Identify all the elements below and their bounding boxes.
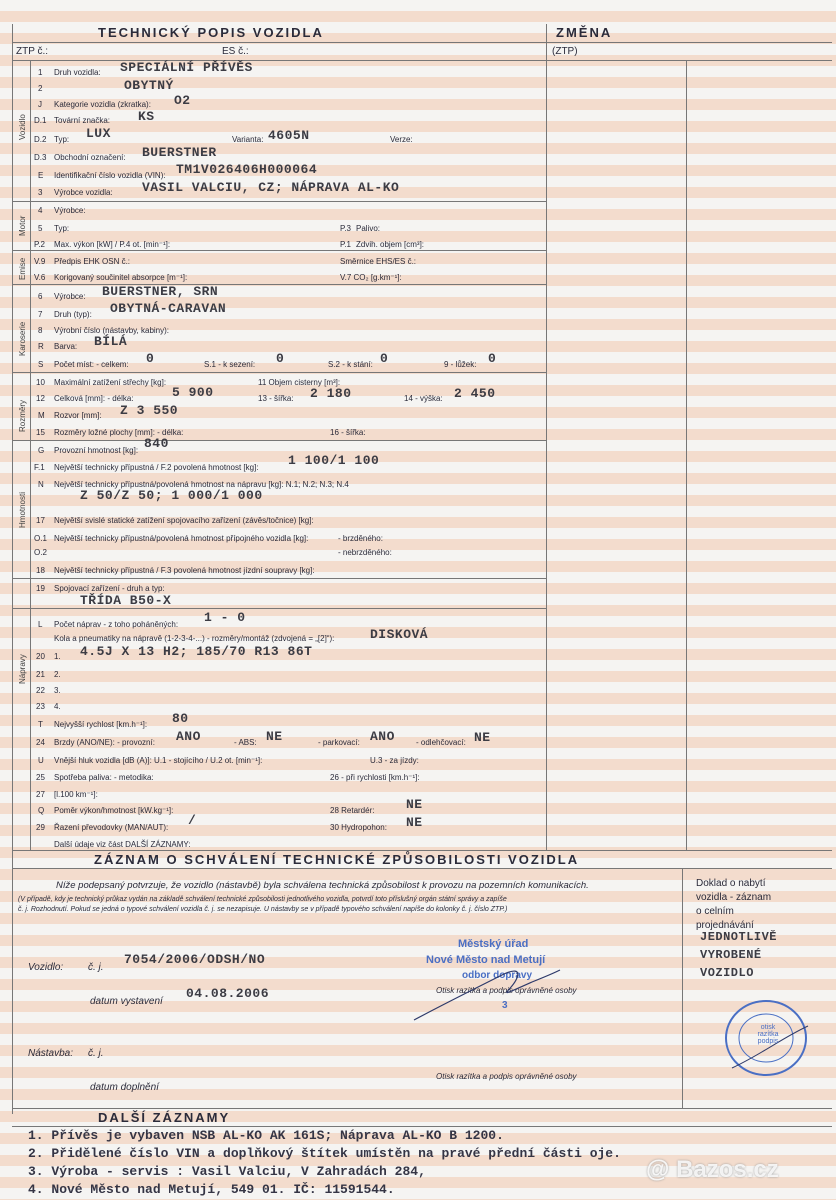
doklad-line-4: projednávání xyxy=(696,920,754,931)
row-10-num: 10 xyxy=(36,378,45,387)
section-rozmery: Rozměry xyxy=(18,399,27,432)
row-20-num: 20 xyxy=(36,652,45,661)
row-15-num: 15 xyxy=(36,428,45,437)
otisk-label-1: Otisk razítka a podpis oprávněné osoby xyxy=(436,986,577,995)
line-under-header xyxy=(12,42,832,43)
vozidlo-label: Vozidlo: xyxy=(28,962,64,973)
frame-zmena-divider xyxy=(546,24,547,850)
row-t-value: 80 xyxy=(172,711,189,726)
row-d2-value: LUX xyxy=(86,126,111,141)
row-9-value: 0 xyxy=(488,351,497,366)
row-v9-label: Předpis EHK OSN č.: xyxy=(54,257,131,266)
sep-karoserie-rozmery xyxy=(12,372,546,373)
row-v9-smernice: Směrnice EHS/ES č.: xyxy=(340,257,417,266)
row-20-n: 1. xyxy=(54,652,61,661)
row-r-value: BÍLÁ xyxy=(94,334,128,349)
row-2-value: OBYTNÝ xyxy=(124,78,174,93)
row-24-park-label: - parkovací: xyxy=(318,738,360,747)
row-l-num: L xyxy=(38,620,43,629)
row-m-value: Z 3 550 xyxy=(120,403,179,418)
line-under-zaznam-title xyxy=(12,868,832,869)
row-5-p3: P.3 xyxy=(340,224,351,233)
row-v6-num: V.6 xyxy=(34,273,46,282)
row-6-value: BUERSTNER, SRN xyxy=(102,284,219,299)
row-21-num: 21 xyxy=(36,670,45,679)
line-under-dalsi-title xyxy=(12,1126,832,1127)
row-13-label: 13 - šířka: xyxy=(258,394,294,403)
row-u-num: U xyxy=(38,756,44,765)
row-g-label: Provozní hmotnost [kg]: xyxy=(54,446,139,455)
row-6-num: 6 xyxy=(38,292,43,301)
datum-doplneni-label: datum doplnění xyxy=(90,1082,159,1093)
row-s2-value: 0 xyxy=(380,351,389,366)
row-30-value: NE xyxy=(406,815,423,830)
row-e-value: TM1V026406H000064 xyxy=(176,162,318,177)
row-24-abs-label: - ABS: xyxy=(234,738,257,747)
sep-motor-emise xyxy=(12,250,546,251)
section-vozidlo: Vozidlo xyxy=(18,114,27,140)
otisk-label-2: Otisk razítka a podpis oprávněné osoby xyxy=(436,1072,577,1081)
row-19-num: 19 xyxy=(36,584,45,593)
doklad-line-3: o celním xyxy=(696,906,734,917)
jednotlive-line-1: JEDNOTLIVĚ xyxy=(700,930,778,944)
row-27-num: 27 xyxy=(36,790,45,799)
zaznam-title: ZÁZNAM O SCHVÁLENÍ TECHNICKÉ ZPŮSOBILOSTI VOZIDLA xyxy=(94,852,580,867)
row-3-label: Výrobce vozidla: xyxy=(54,188,113,197)
row-4-num: 4 xyxy=(38,206,43,215)
section-napravy: Nápravy xyxy=(18,654,27,684)
section-motor: Motor xyxy=(18,215,27,236)
dalsi-line-4: 4. Nové Město nad Metují, 549 01. IČ: 11591544. xyxy=(28,1182,395,1197)
row-kola-label: Kola a pneumatiky na nápravě (1-2-3-4-...) - rozměry/montáž (zdvojená = „[2]“): xyxy=(54,634,335,643)
row-12-label: Celková [mm]: - délka: xyxy=(54,394,134,403)
row-o2-nebrzd: - nebrzděného: xyxy=(338,548,392,557)
row-d1-num: D.1 xyxy=(34,116,47,125)
jednotlive-line-3: VOZIDLO xyxy=(700,966,754,980)
cj2-label: č. j. xyxy=(88,1048,104,1059)
row-8-num: 8 xyxy=(38,326,43,335)
row-s2-label: S.2 - k stání: xyxy=(328,360,373,369)
row-d1-label: Tovární značka: xyxy=(54,116,111,125)
row-8-label: Výrobní číslo (nástavby, kabiny): xyxy=(54,326,170,335)
row-j-label: Kategorie vozidla (zkratka): xyxy=(54,100,151,109)
row-16-label: 16 - šířka: xyxy=(330,428,366,437)
row-d2-num: D.2 xyxy=(34,135,47,144)
row-q-num: Q xyxy=(38,806,45,815)
row-d1-value: KS xyxy=(138,109,155,124)
row-q-label: Poměr výkon/hmotnost [kW.kg⁻¹]: xyxy=(54,806,174,815)
row-u-label: Vnější hluk vozidla [dB (A)]: U.1 - stojícího / U.2 ot. [min⁻¹]: xyxy=(54,756,263,765)
dalsi-udaje-note: Další údaje viz část DALŠÍ ZÁZNAMY: xyxy=(54,840,191,849)
zaznam-intro: Níže podepsaný potvrzuje, že vozidlo (nástavbě) byla schválena technická způsobilost k provozu na pozemních komunikacích. xyxy=(56,880,589,891)
row-3-num: 3 xyxy=(38,188,43,197)
row-28-label: 28 Retardér: xyxy=(330,806,375,815)
section-karoserie: Karoserie xyxy=(18,321,27,356)
section-hmotnosti: Hmotnosti xyxy=(18,491,27,528)
row-s-label: Počet míst: - celkem: xyxy=(54,360,129,369)
dalsi-line-1: 1. Přívěs je vybaven NSB AL-KO AK 161S; Náprava AL-KO B 1200. xyxy=(28,1128,504,1143)
sep-vozidlo-motor xyxy=(12,201,546,202)
row-s1-label: S.1 - k sezení: xyxy=(204,360,256,369)
row-29-label: Řazení převodovky (MAN/AUT): xyxy=(54,823,169,832)
row-d3-value: BUERSTNER xyxy=(142,145,217,160)
row-p2-p1: P.1 xyxy=(340,240,351,249)
document-title: TECHNICKÝ POPIS VOZIDLA xyxy=(98,25,324,40)
row-25-label: Spotřeba paliva: - metodika: xyxy=(54,773,154,782)
frame-zmena-inner xyxy=(686,60,687,850)
row-6-label: Výrobce: xyxy=(54,292,86,301)
row-d3-label: Obchodní označení: xyxy=(54,153,126,162)
ztp-label: ZTP č.: xyxy=(16,46,49,57)
row-12-num: 12 xyxy=(36,394,45,403)
row-3-value: VASIL VALCIU, CZ; NÁPRAVA AL-KO xyxy=(142,180,400,195)
row-e-label: Identifikační číslo vozidla (VIN): xyxy=(54,171,166,180)
row-17-num: 17 xyxy=(36,516,45,525)
row-m-num: M xyxy=(38,411,45,420)
row-18-num: 18 xyxy=(36,566,45,575)
row-r-label: Barva: xyxy=(54,342,78,351)
row-29-value: / xyxy=(188,813,197,828)
row-o1-num: O.1 xyxy=(34,534,47,543)
row-13-value: 2 180 xyxy=(310,386,352,401)
row-26-label: 26 - při rychlosti [km.h⁻¹]: xyxy=(330,773,420,782)
row-v9-num: V.9 xyxy=(34,257,46,266)
row-7-num: 7 xyxy=(38,310,43,319)
row-n-label: Největší technicky přípustná/povolená hmotnost na nápravu [kg]: N.1; N.2; N.3; N.4 xyxy=(54,480,349,489)
row-t-label: Nejvyšší rychlost [km.h⁻¹]: xyxy=(54,720,148,729)
zaznam-note-1: (V případě, kdy je technický průkaz vydán na základě schválení technické způsobilosti jednotlivého vozidla, potvrdí toto příslušný orgán státní správy a zapíše xyxy=(18,896,507,903)
row-24-odlehc-label: - odlehčovací: xyxy=(416,738,466,747)
cj-label: č. j. xyxy=(88,962,104,973)
row-29-num: 29 xyxy=(36,823,45,832)
row-30-label: 30 Hydropohon: xyxy=(330,823,387,832)
row-27-label: [l.100 km⁻¹]: xyxy=(54,790,98,799)
stamp-line-4: 3 xyxy=(502,1000,508,1011)
row-n-value: Z 50/Z 50; 1 000/1 000 xyxy=(80,488,263,503)
row-d2-varianta-value: 4605N xyxy=(268,128,310,143)
dalsi-line-2: 2. Přidělené číslo VIN a doplňkový štítek umístěn na pravé přední části oje. xyxy=(28,1146,621,1161)
doklad-line-2: vozidla - záznam xyxy=(696,892,772,903)
row-9-label: 9 - lůžek: xyxy=(444,360,477,369)
line-above-dalsi xyxy=(12,1108,832,1109)
frame-left xyxy=(12,24,13,1114)
row-t-num: T xyxy=(38,720,43,729)
line-above-zaznam xyxy=(12,850,832,851)
row-10-label: Maximální zatížení střechy [kg]: xyxy=(54,378,167,387)
row-r-num: R xyxy=(38,342,44,351)
row-19-label: Spojovací zařízení - druh a typ: xyxy=(54,584,165,593)
row-o1-label: Největší technicky přípustná/povolená hmotnost přípojného vozidla [kg]: xyxy=(54,534,309,543)
row-1-num: 1 xyxy=(38,68,43,77)
row-m-label: Rozvor [mm]: xyxy=(54,411,102,420)
row-v6-v7: V.7 CO₂ [g.km⁻¹]: xyxy=(340,273,402,282)
row-s-value: 0 xyxy=(146,351,155,366)
datum-vystaveni-label: datum vystavení xyxy=(90,996,163,1007)
nastavba-label: Nástavba: xyxy=(28,1048,74,1059)
ztp-paren: (ZTP) xyxy=(552,46,578,57)
section-emise: Emise xyxy=(18,257,27,280)
row-20-value: 4.5J X 13 H2; 185/70 R13 86T xyxy=(80,644,313,659)
watermark: @ Bazos.cz xyxy=(646,1156,779,1183)
row-18-label: Největší technicky přípustná / F.3 povolená hmotnost jízdní soupravy [kg]: xyxy=(54,566,315,575)
sep-rozmery-hmotnosti xyxy=(12,440,546,441)
cj-value: 7054/2006/ODSH/NO xyxy=(124,952,266,967)
zaznam-note-2: č. j. Rozhodnutí. Pokud se jedná o typové schválení vozidla č. j. se nezapisuje. U nástavby se v případě typového schválení napíše do kolonky č. j. číslo ZTP.) xyxy=(18,906,508,913)
signature xyxy=(412,960,562,1026)
row-14-label: 14 - výška: xyxy=(404,394,443,403)
row-28-value: NE xyxy=(406,797,423,812)
row-d2-verze-label: Verze: xyxy=(390,135,413,144)
row-24-abs-value: NE xyxy=(266,729,283,744)
es-label: ES č.: xyxy=(222,46,249,57)
seal-text: otisk razítka podpis xyxy=(757,1024,779,1045)
frame-section-divider xyxy=(30,60,31,850)
stamp-line-2: Nové Město nad Metují xyxy=(426,954,546,966)
row-j-num: J xyxy=(38,100,42,109)
row-g-value: 840 xyxy=(144,436,169,451)
row-14-value: 2 450 xyxy=(454,386,496,401)
row-l-label: Počet náprav - z toho poháněných: xyxy=(54,620,179,629)
row-d2-label: Typ: xyxy=(54,135,70,144)
row-g-num: G xyxy=(38,446,45,455)
sep-emise-karoserie xyxy=(12,284,546,285)
row-24-park-value: ANO xyxy=(370,729,395,744)
row-e-num: E xyxy=(38,171,44,180)
row-f1-value: 1 100/1 100 xyxy=(288,453,380,468)
row-1-value: SPECIÁLNÍ PŘÍVĚS xyxy=(120,60,253,75)
zmena-title: ZMĚNA xyxy=(556,25,613,40)
row-23-n: 4. xyxy=(54,702,61,711)
row-n-num: N xyxy=(38,480,44,489)
row-5-palivo: Palivo: xyxy=(356,224,381,233)
row-v6-label: Korigovaný součinitel absorpce [m⁻¹]: xyxy=(54,273,188,282)
row-s-num: S xyxy=(38,360,44,369)
row-5-num: 5 xyxy=(38,224,43,233)
row-22-num: 22 xyxy=(36,686,45,695)
row-2-num: 2 xyxy=(38,84,43,93)
datum-vystaveni-value: 04.08.2006 xyxy=(186,986,270,1001)
row-l-value: 1 - 0 xyxy=(204,610,246,625)
row-22-n: 3. xyxy=(54,686,61,695)
sep-spojovaci-napravy xyxy=(12,608,546,609)
row-7-value: OBYTNÁ-CARAVAN xyxy=(110,301,227,316)
row-4-label: Výrobce: xyxy=(54,206,86,215)
stamp-line-1: Městský úřad xyxy=(458,938,529,950)
row-25-num: 25 xyxy=(36,773,45,782)
dalsi-zaznamy-title: DALŠÍ ZÁZNAMY xyxy=(98,1110,231,1125)
frame-doklad-divider xyxy=(682,868,683,1108)
row-19-value: TŘÍDA B50-X xyxy=(80,593,172,608)
row-f1-num: F.1 xyxy=(34,463,45,472)
row-s1-value: 0 xyxy=(276,351,285,366)
row-24-label: Brzdy (ANO/NE): - provozní: xyxy=(54,738,155,747)
row-d2-varianta-label: Varianta: xyxy=(232,135,264,144)
row-21-n: 2. xyxy=(54,670,61,679)
row-1-label: Druh vozidla: xyxy=(54,68,101,77)
row-o1-brzd: - brzděného: xyxy=(338,534,383,543)
row-p2-label: Max. výkon [kW] / P.4 ot. [min⁻¹]: xyxy=(54,240,171,249)
doklad-line-1: Doklad o nabytí xyxy=(696,878,766,889)
sep-hmotnosti-spojovaci xyxy=(12,578,546,579)
row-12-value: 5 900 xyxy=(172,385,214,400)
dalsi-line-3: 3. Výroba - servis : Vasil Valciu, V Zahradách 284, xyxy=(28,1164,426,1179)
row-o2-num: O.2 xyxy=(34,548,47,557)
row-23-num: 23 xyxy=(36,702,45,711)
row-p2-objem: Zdvih. objem [cm³]: xyxy=(356,240,425,249)
row-24-value: ANO xyxy=(176,729,201,744)
row-d3-num: D.3 xyxy=(34,153,47,162)
stamp-line-3: odbor dopravy xyxy=(462,970,533,981)
row-24-odlehc-value: NE xyxy=(474,730,491,745)
row-11-label: 11 Objem cisterny [m³]: xyxy=(258,378,341,387)
row-p2-num: P.2 xyxy=(34,240,45,249)
row-j-value: O2 xyxy=(174,93,191,108)
row-24-num: 24 xyxy=(36,738,45,747)
jednotlive-line-2: VYROBENÉ xyxy=(700,948,762,962)
row-5-label: Typ: xyxy=(54,224,70,233)
row-15-label: Rozměry ložné plochy [mm]: - délka: xyxy=(54,428,184,437)
row-kola-value: DISKOVÁ xyxy=(370,627,429,642)
row-17-label: Největší svislé statické zatížení spojovacího zařízení (závěs/točnice) [kg]: xyxy=(54,516,314,525)
row-7-label: Druh (typ): xyxy=(54,310,92,319)
row-u3-label: U.3 - za jízdy: xyxy=(370,756,419,765)
row-f1-label: Největší technicky přípustná / F.2 povolená hmotnost [kg]: xyxy=(54,463,259,472)
